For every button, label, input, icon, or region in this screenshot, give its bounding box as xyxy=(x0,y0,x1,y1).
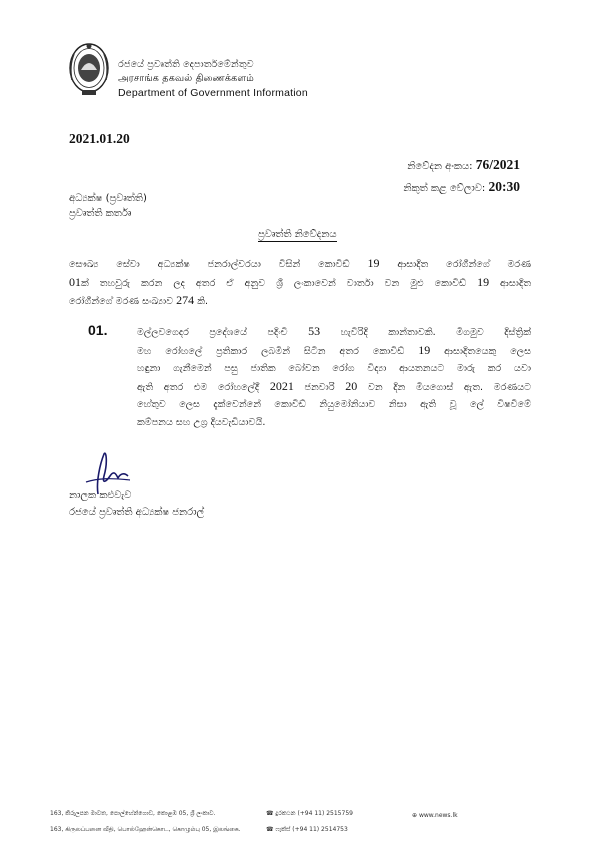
footer-address-sinhala: 163, කිරුලපන මාවත, පොල්හේන්ගොඩ, කොළඹ 05, ශ්‍රී ලංකාව. xyxy=(50,810,216,817)
government-emblem-icon xyxy=(67,40,111,100)
item-line-3: හඳුනා ගැනීමෙන් පසු ජාතික බෝවන රෝග විද්‍යා ආයතනයට මාරු කර යවා xyxy=(137,363,531,374)
intro-paragraph xyxy=(69,255,531,311)
recipient-2: ප්‍රවෘත්ති කර්තෘ xyxy=(69,208,132,219)
item-line-6: කම්පනය සහ උග්‍ර දියවැඩියාවයි. xyxy=(137,416,266,428)
footer-phone-2: ☎ ෆැක්ස් (+94 11) 2514753 xyxy=(266,826,348,833)
footer-website[interactable]: ⊕ www.news.lk xyxy=(412,812,458,819)
footer-address-tamil: 163, கிருலப்பனை வீதி, பொல்ஹேன்கொட, கொழும்பு 05, இலங்கை. xyxy=(50,826,241,833)
release-time xyxy=(403,179,520,195)
recipient-1: අධ්‍යක්ෂ (ප්‍රවෘත්ති) xyxy=(69,193,147,204)
item-line-1: මල්ලවගෙදර ප්‍රදේශයේ පදිංචි 53 හැවිරිදි කාන්තාවකි. මිගමුව දිස්ත්‍රික් xyxy=(137,324,531,338)
item-line-5: හේතුව ලෙස දැක්වෙන්නේ කොවිඩ් නියුමෝනියාව නිසා ඇති වූ ලේ විෂවීමේ xyxy=(137,399,531,410)
signatory-name: නාලක කළුවැව xyxy=(69,490,132,501)
subject-heading: ප්‍රවෘත්ති නිවේදනය xyxy=(258,229,337,240)
intro-line-3: රෝගීන්ගේ මරණ සංඛ්‍යාව 274 කි. xyxy=(69,293,209,307)
department-name-english: Department of Government Information xyxy=(118,87,308,99)
release-number-label: නිවේදන අංකය: xyxy=(407,161,473,172)
item-paragraph xyxy=(137,323,531,431)
signatory-title: රජයේ ප්‍රවෘත්ති අධ්‍යක්ෂ ජනරාල් xyxy=(69,507,205,518)
intro-line-2: 01ක් තහවුරු කරන ලද අතර ඒ අනුව ශ්‍රී ලංකාවෙන් වාර්තා වන මුළු කොවිඩ් 19 ආසාදිත xyxy=(69,274,532,289)
release-number-value: 76/2021 xyxy=(475,157,520,172)
globe-icon: ⊕ xyxy=(412,812,418,819)
item-number: 01. xyxy=(88,322,108,338)
phone-icon: ☎ xyxy=(266,810,274,817)
department-name xyxy=(118,58,348,100)
release-time-value: 20:30 xyxy=(488,179,520,194)
release-time-label: නිකුත් කළ වේලාව: xyxy=(403,183,486,194)
release-date: 2021.01.20 xyxy=(69,131,130,146)
department-name-tamil: அரசாங்க தகவல் திணைக்களம் xyxy=(118,73,255,84)
department-name-sinhala: රජයේ ප්‍රවෘත්ති දෙපාර්තමේන්තුව xyxy=(118,59,254,70)
item-line-2: මහ රෝහලේ ප්‍රතිකාර ලබමින් සිටින අතර කොවිඩ් 19 ආසාදිතයෙකු ලෙස xyxy=(137,342,531,357)
intro-line-1: සෞඛ්‍ය සේවා අධ්‍යක්ෂ ජනරාල්වරයා විසින් කොවිඩ් 19 ආසාදිත රෝගීන්ගේ මරණ xyxy=(69,256,532,270)
release-number xyxy=(407,157,520,173)
fax-icon: ☎ xyxy=(266,826,274,833)
item-line-4: ඇති අතර එම රෝහලේදී 2021 ජනවාරි 20 වන දින මියගොස් ඇත. මරණයට xyxy=(137,378,531,393)
footer-phone-1: ☎ දුරකථන (+94 11) 2515759 xyxy=(266,810,353,817)
